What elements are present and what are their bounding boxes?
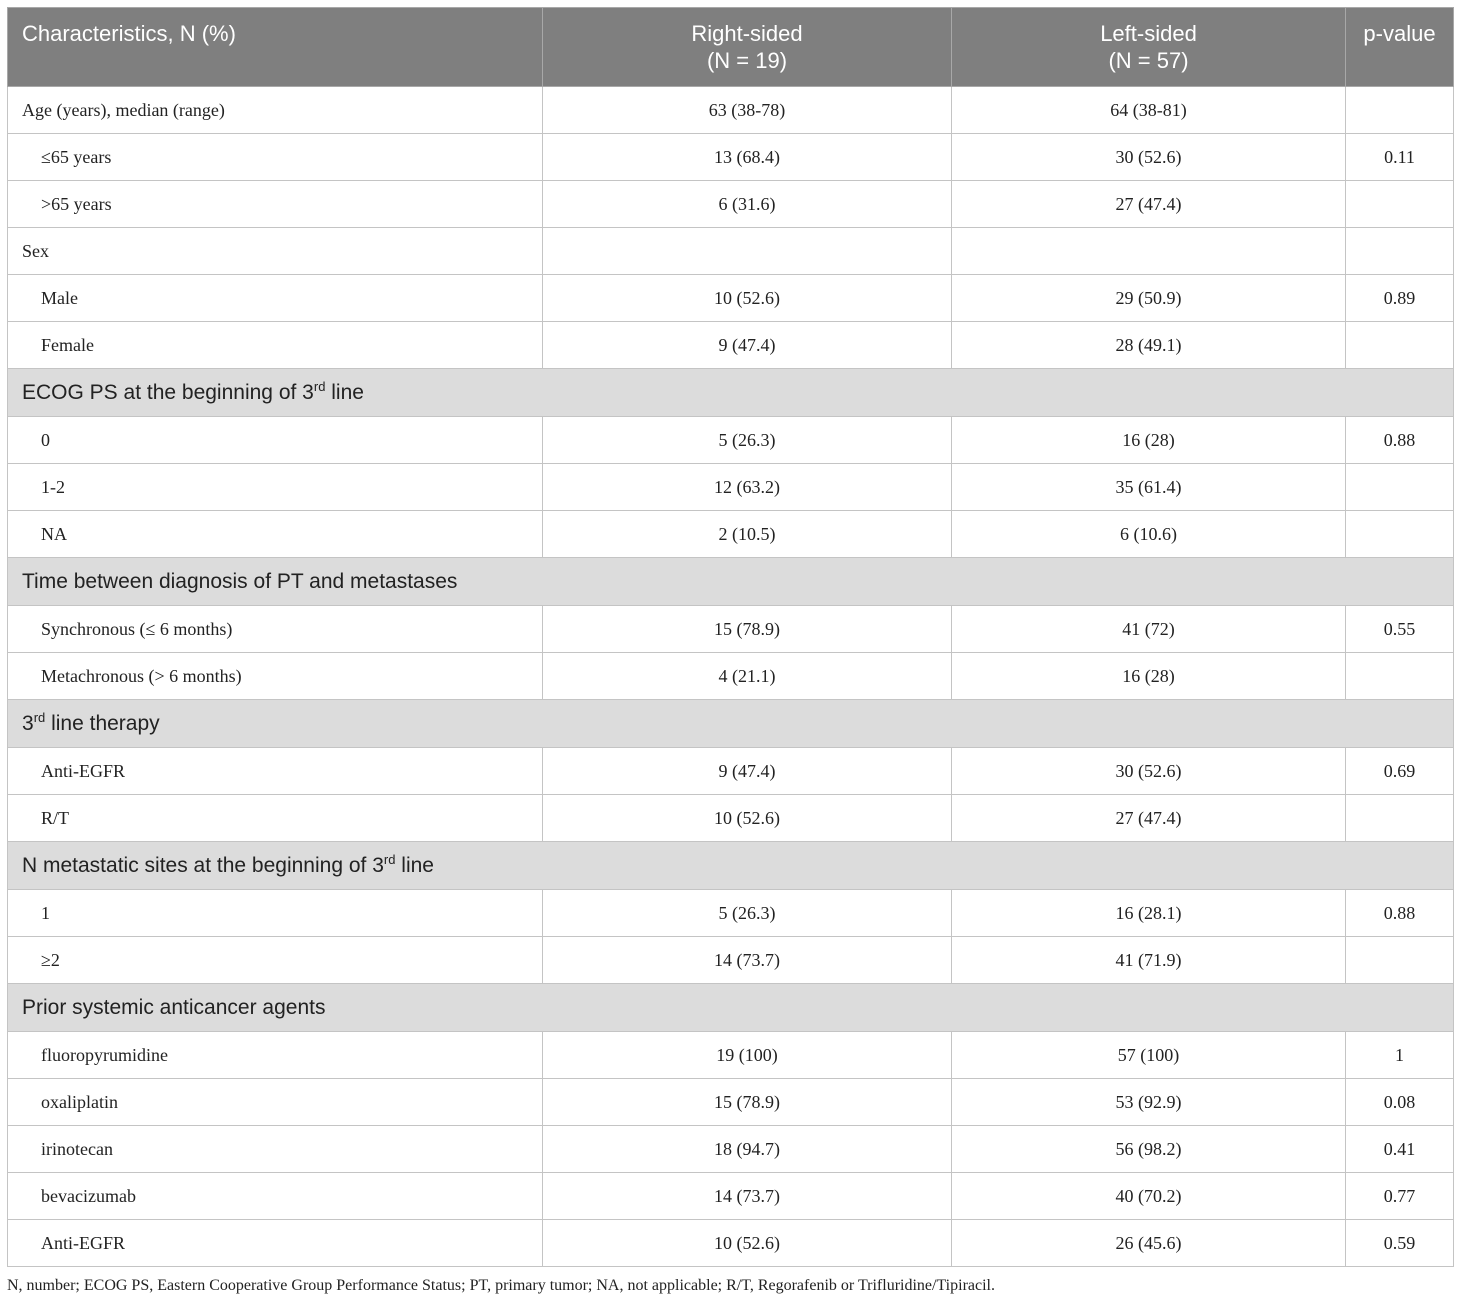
table-row (8, 511, 1454, 558)
row-label: bevacizumab (8, 1173, 543, 1220)
table-row (8, 1126, 1454, 1173)
p-value: 0.41 (1346, 1126, 1454, 1173)
p-value (1346, 937, 1454, 984)
right-sided-value: 4 (21.1) (543, 653, 952, 700)
table-row (8, 937, 1454, 984)
table-row (8, 275, 1454, 322)
left-sided-value: 35 (61.4) (952, 464, 1346, 511)
left-sided-value: 6 (10.6) (952, 511, 1346, 558)
header-p-value: p-value (1346, 8, 1454, 87)
right-sided-value: 12 (63.2) (543, 464, 952, 511)
left-sided-value: 26 (45.6) (952, 1220, 1346, 1267)
left-sided-value: 64 (38-81) (952, 87, 1346, 134)
row-label: Anti-EGFR (8, 748, 543, 795)
table-footnote: N, number; ECOG PS, Eastern Cooperative Group Performance Status; PT, primary tumor; NA, not applicable; R/T, Regorafenib or Trifluridine/Tipiracil. (7, 1277, 995, 1294)
left-sided-value: 27 (47.4) (952, 181, 1346, 228)
right-sided-value: 18 (94.7) (543, 1126, 952, 1173)
section-label: ECOG PS at the beginning of 3rd line (8, 369, 1454, 417)
row-label: Female (8, 322, 543, 369)
header-left-sided: Left-sided (N = 57) (952, 8, 1346, 87)
table-row (8, 1032, 1454, 1079)
left-sided-value: 57 (100) (952, 1032, 1346, 1079)
p-value: 0.08 (1346, 1079, 1454, 1126)
section-label: Prior systemic anticancer agents (8, 984, 1454, 1032)
p-value: 0.59 (1346, 1220, 1454, 1267)
row-label: 1 (8, 890, 543, 937)
row-label: Anti-EGFR (8, 1220, 543, 1267)
table-row (8, 1079, 1454, 1126)
row-label: 1-2 (8, 464, 543, 511)
row-label: ≤65 years (8, 134, 543, 181)
left-sided-value: 30 (52.6) (952, 748, 1346, 795)
p-value: 0.55 (1346, 606, 1454, 653)
table-row (8, 417, 1454, 464)
right-sided-value: 14 (73.7) (543, 1173, 952, 1220)
p-value (1346, 653, 1454, 700)
row-label: Synchronous (≤ 6 months) (8, 606, 543, 653)
p-value (1346, 87, 1454, 134)
right-sided-value: 19 (100) (543, 1032, 952, 1079)
p-value: 0.69 (1346, 748, 1454, 795)
section-row-time (8, 558, 1454, 606)
row-label: 0 (8, 417, 543, 464)
p-value (1346, 795, 1454, 842)
section-label: Time between diagnosis of PT and metastases (8, 558, 1454, 606)
left-sided-value (952, 228, 1346, 275)
section-row-ecog (8, 369, 1454, 417)
section-row-sites (8, 842, 1454, 890)
table-row (8, 653, 1454, 700)
p-value: 0.88 (1346, 417, 1454, 464)
row-label: Age (years), median (range) (8, 87, 543, 134)
header-characteristics: Characteristics, N (%) (8, 8, 543, 87)
right-sided-value: 5 (26.3) (543, 890, 952, 937)
table-row (8, 1220, 1454, 1267)
p-value: 0.88 (1346, 890, 1454, 937)
characteristics-table (7, 7, 1454, 1267)
table-row (8, 181, 1454, 228)
table-row (8, 890, 1454, 937)
p-value: 0.77 (1346, 1173, 1454, 1220)
row-label: irinotecan (8, 1126, 543, 1173)
right-sided-value: 9 (47.4) (543, 748, 952, 795)
right-sided-value: 13 (68.4) (543, 134, 952, 181)
right-sided-value: 10 (52.6) (543, 795, 952, 842)
section-label: N metastatic sites at the beginning of 3rd line (8, 842, 1454, 890)
right-sided-value: 10 (52.6) (543, 1220, 952, 1267)
right-sided-value: 15 (78.9) (543, 1079, 952, 1126)
p-value (1346, 228, 1454, 275)
p-value (1346, 322, 1454, 369)
right-sided-value: 5 (26.3) (543, 417, 952, 464)
row-label: Sex (8, 228, 543, 275)
row-label: Male (8, 275, 543, 322)
header-right-sided: Right-sided (N = 19) (543, 8, 952, 87)
right-sided-value: 63 (38-78) (543, 87, 952, 134)
row-label: oxaliplatin (8, 1079, 543, 1126)
left-sided-value: 53 (92.9) (952, 1079, 1346, 1126)
left-sided-value: 27 (47.4) (952, 795, 1346, 842)
p-value: 0.11 (1346, 134, 1454, 181)
right-sided-value: 9 (47.4) (543, 322, 952, 369)
left-sided-value: 28 (49.1) (952, 322, 1346, 369)
p-value: 0.89 (1346, 275, 1454, 322)
table-row (8, 322, 1454, 369)
left-sided-value: 16 (28) (952, 417, 1346, 464)
p-value (1346, 464, 1454, 511)
right-sided-value: 10 (52.6) (543, 275, 952, 322)
table-row (8, 606, 1454, 653)
left-sided-value: 16 (28) (952, 653, 1346, 700)
right-sided-value: 2 (10.5) (543, 511, 952, 558)
section-row-therapy (8, 700, 1454, 748)
table-row (8, 228, 1454, 275)
left-sided-value: 30 (52.6) (952, 134, 1346, 181)
left-sided-value: 40 (70.2) (952, 1173, 1346, 1220)
right-sided-value: 15 (78.9) (543, 606, 952, 653)
section-label: 3rd line therapy (8, 700, 1454, 748)
left-sided-value: 16 (28.1) (952, 890, 1346, 937)
table-row (8, 134, 1454, 181)
left-sided-value: 56 (98.2) (952, 1126, 1346, 1173)
left-sided-value: 41 (72) (952, 606, 1346, 653)
table-row (8, 87, 1454, 134)
row-label: fluoropyrumidine (8, 1032, 543, 1079)
table-row (8, 748, 1454, 795)
row-label: ≥2 (8, 937, 543, 984)
table-row (8, 795, 1454, 842)
p-value (1346, 181, 1454, 228)
right-sided-value (543, 228, 952, 275)
p-value: 1 (1346, 1032, 1454, 1079)
row-label: Metachronous (> 6 months) (8, 653, 543, 700)
table-row (8, 464, 1454, 511)
right-sided-value: 14 (73.7) (543, 937, 952, 984)
table-header-row (8, 8, 1454, 87)
left-sided-value: 29 (50.9) (952, 275, 1346, 322)
p-value (1346, 511, 1454, 558)
section-row-prior (8, 984, 1454, 1032)
row-label: >65 years (8, 181, 543, 228)
row-label: NA (8, 511, 543, 558)
right-sided-value: 6 (31.6) (543, 181, 952, 228)
table-row (8, 1173, 1454, 1220)
characteristics-table-container (7, 7, 1453, 1267)
left-sided-value: 41 (71.9) (952, 937, 1346, 984)
row-label: R/T (8, 795, 543, 842)
